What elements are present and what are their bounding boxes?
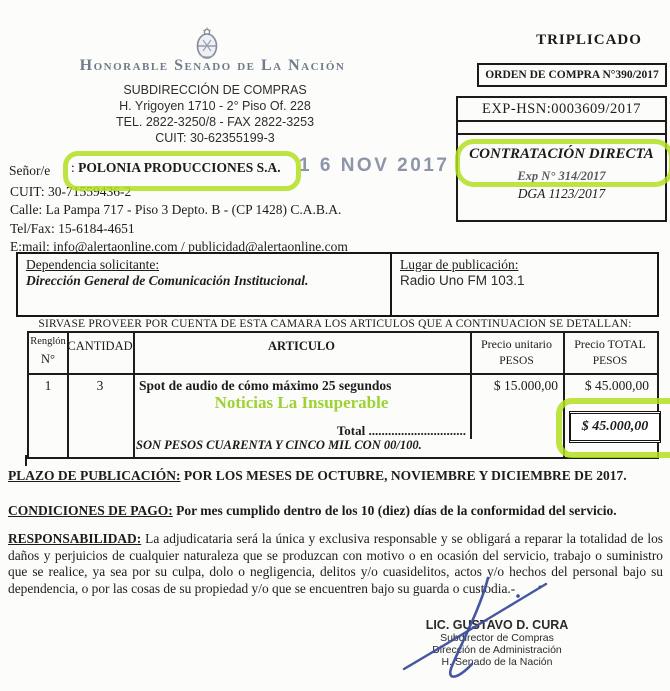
request-box xyxy=(16,252,659,317)
signer-title: Subdirector de Compras xyxy=(440,632,554,644)
requesting-dept-cell xyxy=(18,254,390,315)
senate-coat-of-arms-icon xyxy=(193,26,221,60)
publication-term-line xyxy=(8,468,627,484)
vendor-email: E:mail: info@alertaonline.com / publicidad@alertaonline.com xyxy=(10,239,348,254)
dept-phone: TEL. 2822-3250/8 - FAX 2822-3253 xyxy=(115,115,315,129)
payment-terms-label: CONDICIONES DE PAGO: xyxy=(8,503,173,518)
col-header-articulo: ARTICULO xyxy=(268,339,335,353)
responsibility-label: RESPONSABILIDAD: xyxy=(8,531,142,546)
date-stamp: 1 6 NOV 2017 xyxy=(299,155,450,176)
contract-exp-number: Exp N° 314/2017 xyxy=(517,169,606,183)
col-header-renglon-n: N° xyxy=(40,352,56,366)
publication-place-cell xyxy=(390,254,657,315)
senor-label: Señor/e xyxy=(9,163,51,178)
dept-address: H. Yrigoyen 1710 - 2° Piso Of. 228 xyxy=(119,99,311,113)
contract-type: CONTRATACIÓN DIRECTA xyxy=(469,146,654,162)
col-header-cantidad: CANTIDAD xyxy=(67,339,133,353)
dept-name: SUBDIRECCIÓN DE COMPRAS xyxy=(123,83,307,97)
col-header-unit-pesos: PESOS xyxy=(499,355,534,367)
expedient-empty-row xyxy=(458,122,665,135)
expedient-number: EXP-HSN:0003609/2017 xyxy=(458,98,665,122)
dept-cuit: CUIT: 30-62355199-3 xyxy=(155,131,275,145)
signer-name: LIC. GUSTAVO D. CURA xyxy=(425,618,569,632)
row-total-price: $ 45.000,00 xyxy=(584,378,649,393)
copy-label: TRIPLICADO xyxy=(536,32,642,48)
expedient-box xyxy=(456,96,667,222)
col-header-total-pesos: PESOS xyxy=(592,355,628,367)
dga-number: DGA 1123/2017 xyxy=(517,186,606,201)
amount-in-words: SON PESOS CUARENTA Y CINCO MIL CON 00/100. xyxy=(136,438,422,452)
publication-term-label: PLAZO DE PUBLICACIÓN: xyxy=(8,468,181,483)
requesting-dept-label: Dependencia solicitante: xyxy=(26,257,160,272)
publication-place-value: Radio Uno FM 103.1 xyxy=(400,273,525,288)
row-articulo: Spot de audio de cómo máximo 25 segundos xyxy=(139,378,392,393)
vendor-address: Calle: La Pampa 717 - Piso 3 Depto. B - (CP 1428) C.A.B.A. xyxy=(10,202,342,217)
total-amount-box: $ 45.000,00 xyxy=(569,411,661,443)
table-border-artifact xyxy=(25,455,27,466)
table-caption: SIRVASE PROVEER POR CUENTA DE ESTA CAMARA LOS ARTICULOS QUE A CONTINUACION SE DETALLAN: xyxy=(38,318,632,330)
colon: : xyxy=(71,160,79,175)
program-note: Noticias La Insuperable xyxy=(214,393,389,412)
col-header-renglon: Renglón xyxy=(30,336,66,347)
publication-term-text: POR LOS MESES DE OCTUBRE, NOVIEMBRE Y DICIEMBRE DE 2017. xyxy=(180,468,627,483)
requesting-dept-value: Dirección General de Comunicación Institucional. xyxy=(26,273,309,288)
header-divider xyxy=(29,373,657,375)
order-number-box: ORDEN DE COMPRA N°390/2017 xyxy=(477,63,667,87)
publication-place-label: Lugar de publicación: xyxy=(400,257,519,272)
vendor-telfax: Tel/Fax: 15-6184-4651 xyxy=(10,221,135,236)
handwritten-signature xyxy=(388,574,573,689)
col-header-unit-price: Precio unitario xyxy=(481,337,552,351)
responsibility-text: La adjudicataria será la única y exclusiva responsable y se obligará a reparar la totalidad de los daños y perjuicios de cualquier naturaleza que se produzcan con motivo o en ocasión del servicio, trabajo o suministro que se realice, ya sea por su culpa, dolo o negligencia, delitos y/o cuasidelitos, actos y/o hechos del personal bajo su dependencia, o por las cosas de su propiedad y/o que se encuentren bajo su guarda o custodia.- xyxy=(8,531,663,596)
items-table xyxy=(27,331,659,459)
total-label: Total .............................. xyxy=(336,423,466,438)
row-cantidad: 3 xyxy=(96,378,104,393)
vendor-cuit: CUIT: 30-71559436-2 xyxy=(10,184,132,199)
org-name: Honorable Senado de La Nación xyxy=(79,57,346,74)
vendor-name-line xyxy=(71,160,281,176)
payment-terms-text: Por mes cumplido dentro de los 10 (diez) días de la conformidad del servicio. xyxy=(172,503,617,518)
row-renglon: 1 xyxy=(44,378,52,393)
vendor-name: POLONIA PRODUCCIONES S.A. xyxy=(78,160,281,175)
col-header-total-price: Precio TOTAL xyxy=(574,337,646,351)
payment-terms-line xyxy=(8,503,617,519)
signer-department: Dirección de Administración xyxy=(432,644,562,656)
row-unit-price: $ 15.000,00 xyxy=(493,378,558,393)
signer-org: H. Senado de la Nación xyxy=(441,656,553,668)
header-dept-block xyxy=(40,82,390,146)
